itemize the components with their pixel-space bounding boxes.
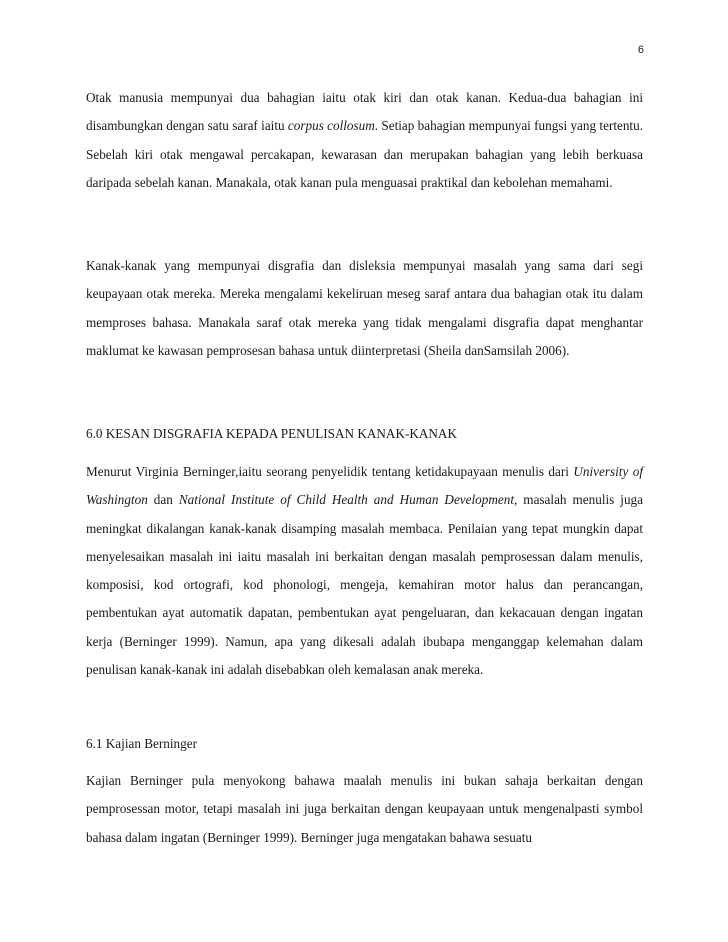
page-number: 6 [637,44,644,56]
paragraph-dysgraphia-dyslexia: Kanak-kanak yang mempunyai disgrafia dan disleksia mempunyai masalah yang sama dari segi keupayaan otak mereka. Mereka mengalami kekeliruan meseg saraf antara dua bahagian otak itu dalam memproses bahasa. Manakala saraf otak mereka yang tidak mengalami disgrafia dapat menghantar maklumat ke kawasan pemprosesan bahasa untuk diinterpretasi (Sheila danSamsilah 2006). [86,258,643,358]
paragraph-berninger-intro [86,458,643,684]
paragraph-text: Otak manusia mempunyai dua bahagian iaitu otak kiri dan otak kanan. Kedua-dua bahagian ini disambungkan dengan satu saraf iaitu [86,90,643,134]
paragraph-text: Menurut Virginia Berninger,iaitu seorang penyelidik tentang ketidakupayaan menulis dari [86,464,574,479]
section-heading-6-0: 6.0 KESAN DISGRAFIA KEPADA PENULISAN KANAK-KANAK [86,426,457,441]
italic-institution-1: University of Washington [86,464,643,508]
paragraph-text: . Setiap bahagian mempunyai fungsi yang tertentu. Sebelah kiri otak mengawal percakapan, kewarasan dan merupakan bahagian yang lebih berkuasa daripada sebelah kanan. Manakala, otak kanan pula menguasai praktikal dan kebolehan memahami. [86,118,643,190]
paragraph-text: dan [147,492,179,508]
paragraph-brain-hemispheres [86,84,643,197]
italic-term: corpus collosum [287,118,375,134]
italic-institution-2: National Institute of Child Health and Human Development [178,492,514,508]
paragraph-text: , masalah menulis juga meningkat dikalangan kanak-kanak disamping masalah membaca. Penilaian yang tepat mungkin dapat menyelesaikan masalah ini iaitu masalah ini berkaitan dengan masalah pemprosessan dalam menulis, komposisi, kod ortografi, kod phonologi, mengeja, kemahiran motor halus dan perancangan, pembentukan ayat automatik dapatan, pembentukan ayat pengeluaran, dan kekacauan dengan ingatan kerja (Berninger 1999). Namun, apa yang dikesali adalah ibubapa menganggap kelemahan dalam penulisan kanak-kanak ini adalah disebabkan oleh kemalasan anak mereka. [86,492,644,678]
section-heading-6-1: 6.1 Kajian Berninger [86,736,197,751]
paragraph-berninger-study: Kajian Berninger pula menyokong bahawa maalah menulis ini bukan sahaja berkaitan dengan pemprosessan motor, tetapi masalah ini juga berkaitan dengan keupayaan untuk mengenalpasti symbol bahasa dalam ingatan (Berninger 1999). Berninger juga mengatakan bahawa sesuatu [86,773,643,845]
